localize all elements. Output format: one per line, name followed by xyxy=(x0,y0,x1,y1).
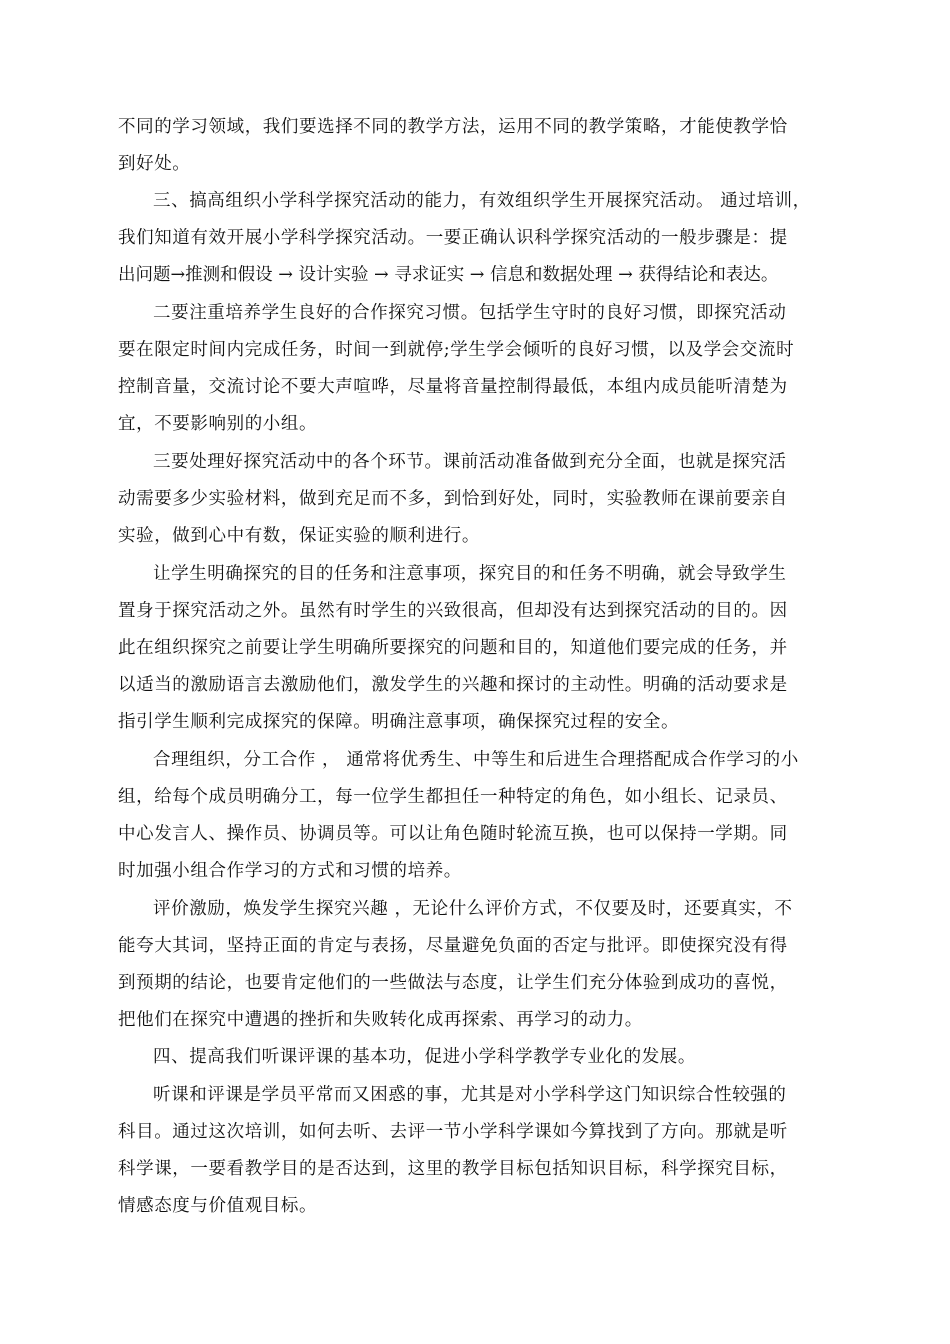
text-line: 科学课，一要看教学目的是否达到，这里的教学目标包括知识目标，科学探究目标， xyxy=(118,1159,788,1179)
text-line: 情感态度与价值观目标。 xyxy=(118,1196,318,1216)
text-line: 不同的学习领域，我们要选择不同的教学方法，运用不同的教学策略，才能使教学恰 xyxy=(118,117,788,137)
text-line: 控制音量，交流讨论不要大声喧哗，尽量将音量控制得最低，本组内成员能听清楚为 xyxy=(118,377,788,397)
text-line: 三要处理好探究活动中的各个环节。课前活动准备做到充分全面，也就是探究活 xyxy=(153,452,787,472)
text-line: 出问题→推测和假设 → 设计实验 → 寻求证实 → 信息和数据处理 → 获得结论和表达。 xyxy=(118,265,779,285)
text-line: 听课和评课是学员平常而又困惑的事，尤其是对小学科学这门知识综合性较强的 xyxy=(153,1085,787,1105)
text-line: 合理组织，分工合作 ， 通常将优秀生、中等生和后进生合理搭配成合作学习的小 xyxy=(153,750,799,770)
text-line: 四、提高我们听课评课的基本功，促进小学科学教学专业化的发展。 xyxy=(153,1047,696,1067)
text-line: 置身于探究活动之外。虽然有时学生的兴致很高，但却没有达到探究活动的目的。因 xyxy=(118,601,788,621)
text-line: 中心发言人、操作员、协调员等。可以让角色随时轮流互换，也可以保持一学期。同 xyxy=(118,824,788,844)
text-line: 到好处。 xyxy=(118,154,191,174)
text-line: 三、搞高组织小学科学探究活动的能力，有效组织学生开展探究活动。 通过培训， xyxy=(153,191,811,211)
text-line: 组，给每个成员明确分工，每一位学生都担任一种特定的角色，如小组长、记录员、 xyxy=(118,787,788,807)
text-line: 实验，做到心中有数，保证实验的顺利进行。 xyxy=(118,526,480,546)
text-line: 宜，不要影响别的小组。 xyxy=(118,414,318,434)
text-line: 让学生明确探究的目的任务和注意事项，探究目的和任务不明确，就会导致学生 xyxy=(153,564,787,584)
text-line: 二要注重培养学生良好的合作探究习惯。包括学生守时的良好习惯，即探究活动 xyxy=(153,303,787,323)
text-line: 能夸大其词，坚持正面的肯定与表扬，尽量避免负面的否定与批评。即使探究没有得 xyxy=(118,936,788,956)
text-line: 时加强小组合作学习的方式和习惯的培养。 xyxy=(118,861,462,881)
text-line: 我们知道有效开展小学科学探究活动。一要正确认识科学探究活动的一般步骤是：提 xyxy=(118,228,788,248)
text-line: 以适当的激励语言去激励他们，激发学生的兴趣和探讨的主动性。明确的活动要求是 xyxy=(118,675,788,695)
text-line: 此在组织探究之前要让学生明确所要探究的问题和目的，知道他们要完成的任务，并 xyxy=(118,638,788,658)
text-line: 把他们在探究中遭遇的挫折和失败转化成再探索、再学习的动力。 xyxy=(118,1010,643,1030)
text-line: 评价激励，焕发学生探究兴趣 ，无论什么评价方式，不仅要及时，还要真实，不 xyxy=(153,899,793,919)
text-line: 要在限定时间内完成任务，时间一到就停;学生学会倾听的良好习惯，以及学会交流时 xyxy=(118,340,795,360)
text-line: 科目。通过这次培训，如何去听、去评一节小学科学课如今算找到了方向。那就是听 xyxy=(118,1122,788,1142)
text-line: 到预期的结论，也要肯定他们的一些做法与态度，让学生们充分体验到成功的喜悦， xyxy=(118,973,788,993)
text-line: 动需要多少实验材料，做到充足而不多，到恰到好处，同时，实验教师在课前要亲自 xyxy=(118,489,788,509)
text-line: 指引学生顺利完成探究的保障。明确注意事项，确保探究过程的安全。 xyxy=(118,712,680,732)
